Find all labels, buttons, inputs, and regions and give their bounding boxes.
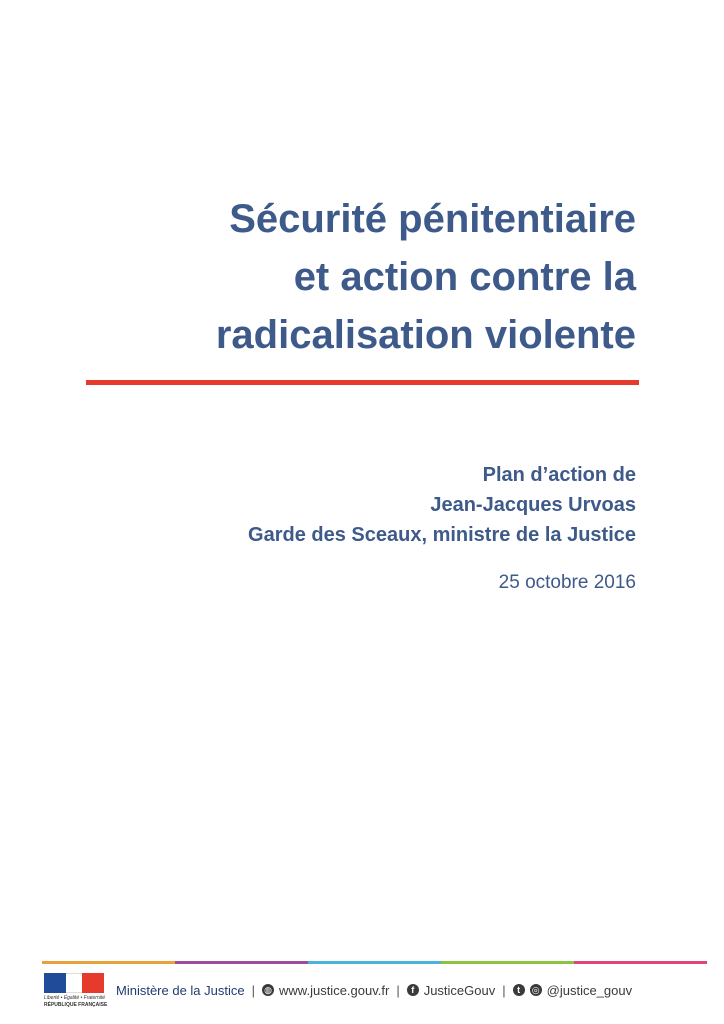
title-line-3: radicalisation violente (215, 313, 636, 357)
instagram-icon: ◎ (530, 984, 542, 996)
twitter-icon: t (513, 984, 525, 996)
footer-bar-segment (175, 961, 308, 964)
facebook-icon: f (407, 984, 419, 996)
title-divider (86, 380, 639, 385)
footer-bar-segment (441, 961, 574, 964)
footer-bar-segment (42, 961, 175, 964)
globe-icon: ◍ (262, 984, 274, 996)
logo-motto: Liberté • Égalité • Fraternité (44, 995, 106, 1001)
title-line-1: Sécurité pénitentiaire (229, 197, 636, 241)
twitter-instagram-handle[interactable]: @justice_gouv (546, 982, 633, 998)
subtitle-line-3: Garde des Sceaux, ministre de la Justice (248, 524, 636, 546)
ministry-name: Ministère de la Justice (116, 982, 245, 998)
footer-bar-segment (574, 961, 707, 964)
document-subtitle (76, 460, 636, 550)
facebook-link[interactable]: JusticeGouv (423, 982, 496, 998)
republique-francaise-logo (42, 971, 108, 1009)
subtitle-line-2: Jean-Jacques Urvoas (430, 494, 636, 516)
document-title (76, 190, 636, 364)
footer (42, 970, 707, 1010)
subtitle-line-1: Plan d’action de (482, 464, 636, 486)
logo-country: RÉPUBLIQUE FRANÇAISE (44, 1002, 108, 1008)
title-line-2: et action contre la (293, 255, 636, 299)
website-link[interactable]: www.justice.gouv.fr (279, 982, 390, 998)
footer-color-bar (42, 961, 707, 964)
footer-separator: | (251, 982, 256, 998)
flag-icon (44, 973, 104, 993)
footer-bar-segment (308, 961, 441, 964)
footer-separator: | (396, 982, 400, 998)
document-date: 25 octobre 2016 (498, 572, 636, 593)
footer-separator: | (502, 982, 506, 998)
